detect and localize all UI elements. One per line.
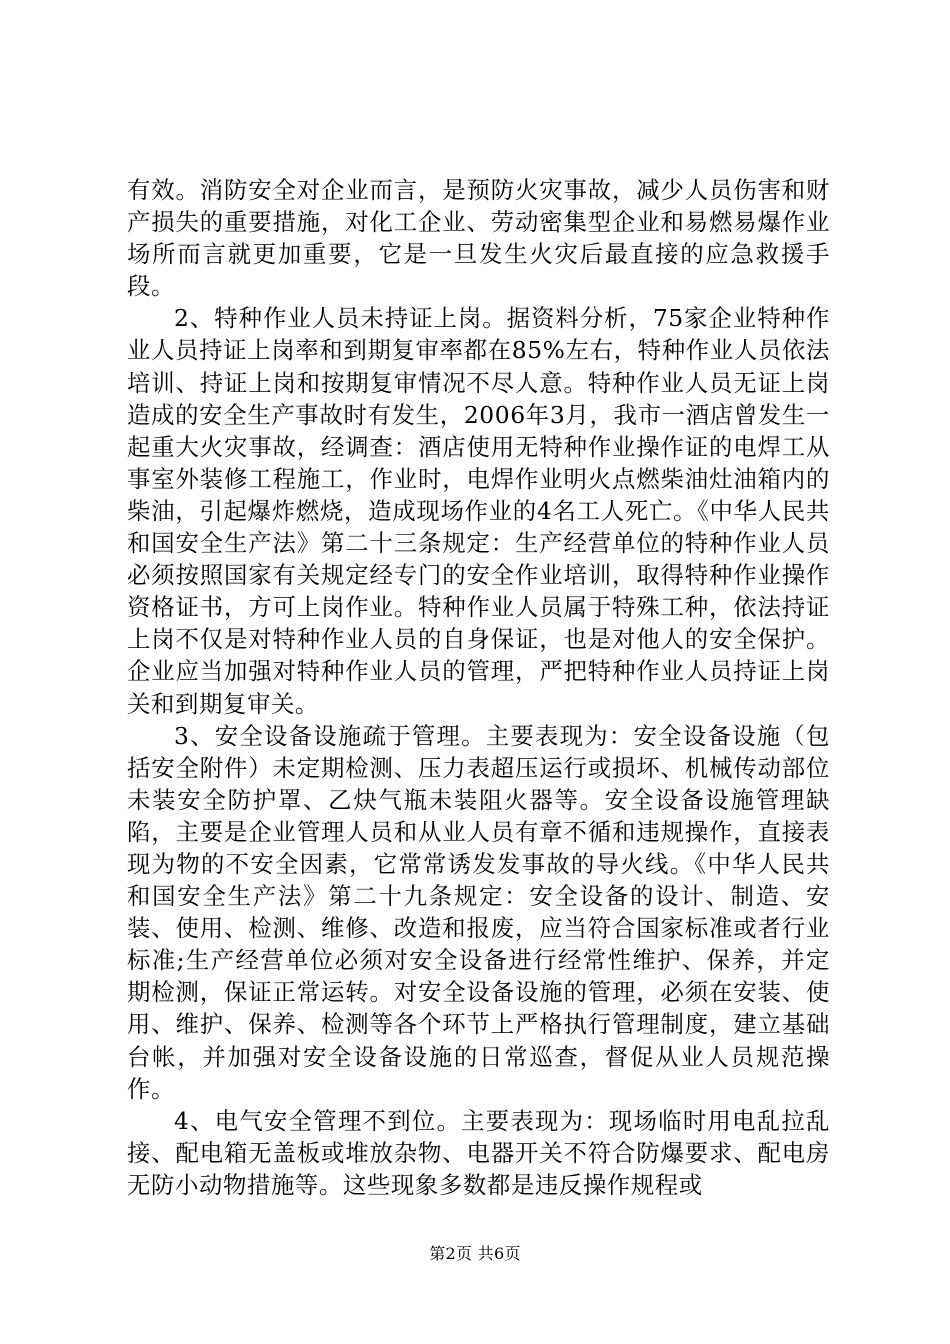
page-number-footer: 第2页 共6页 [429,1244,521,1263]
paragraph-fire-safety-tail: 有效。消防安全对企业而言，是预防火灾事故，减少人员伤害和财产损失的重要措施，对化工企业、劳动密集型企业和易燃易爆作业场所而言就更加重要，它是一旦发生火灾后最直接的应急救援手段。 [127,176,830,301]
paragraph-safety-equipment: 3、安全设备设施疏于管理。主要表现为：安全设备设施（包括安全附件）未定期检测、压力表超压运行或损坏、机械传动部位未装安全防护罩、乙炔气瓶未装阻火器等。安全设备设施管理缺陷，主要是企业管理人员和从业人员有章不循和违规操作，直接表现为物的不安全因素，它常常诱发发事故的导火线。《中华人民共和国安全生产法》第二十九条规定：安全设备的设计、制造、安装、使用、检测、维修、改造和报废，应当符合国家标准或者行业标准;生产经营单位必须对安全设备进行经常性维护、保养，并定期检测，保证正常运转。对安全设备设施的管理，必须在安装、使用、维护、保养、检测等各个环节上严格执行管理制度，建立基础台帐，并加强对安全设备设施的日常巡查，督促从业人员规范操作。 [127,721,830,1103]
paragraph-electrical-safety: 4、电气安全管理不到位。主要表现为：现场临时用电乱拉乱接、配电箱无盖板或堆放杂物、电器开关不符合防爆要求、配电房无防小动物措施等。这些现象多数都是违反操作规程或 [127,1106,830,1199]
paragraph-special-operators: 2、特种作业人员未持证上岗。据资料分析，75家企业特种作业人员持证上岗率和到期复审率都在85%左右，特种作业人员依法培训、持证上岗和按期复审情况不尽人意。特种作业人员无证上岗造成的安全生产事故时有发生，2006年3月，我市一酒店曾发生一起重大火灾事故，经调查：酒店使用无特种作业操作证的电焊工从事室外装修工程施工，作业时，电焊作业明火点燃柴油灶油箱内的柴油，引起爆炸燃烧，造成现场作业的4名工人死亡。《中华人民共和国安全生产法》第二十三条规定：生产经营单位的特种作业人员必须按照国家有关规定经专门的安全作业培训，取得特种作业操作资格证书，方可上岗作业。特种作业人员属于特殊工种，依法持证上岗不仅是对特种作业人员的自身保证，也是对他人的安全保护。企业应当加强对特种作业人员的管理，严把特种作业人员持证上岗关和到期复审关。 [127,304,830,718]
document-body [127,174,830,1201]
